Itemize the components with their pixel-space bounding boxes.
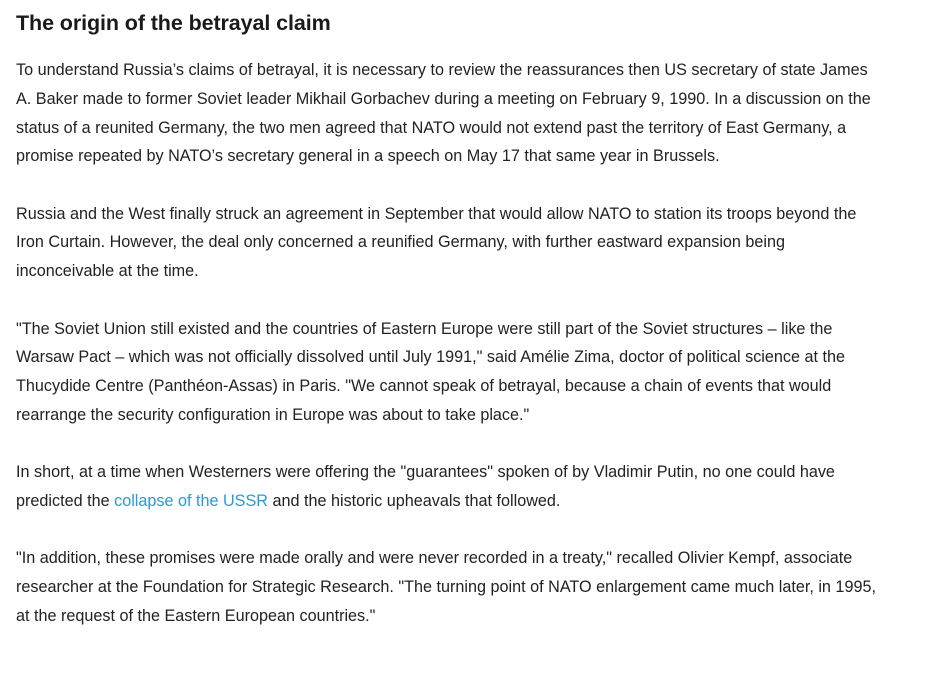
paragraph-september-agreement: Russia and the West finally struck an agreement in September that would allow NATO to station its troops beyond the Iron Curtain. However, the deal only concerned a reunified Germany, with further eastward expansion being inconceivable at the time. (16, 204, 857, 281)
article-section (16, 8, 876, 631)
paragraph-amelie-zima-quote: "The Soviet Union still existed and the countries of Eastern Europe were still part of the Soviet structures – like the Warsaw Pact – which was not officially dissolved until July 1991," said Amélie Zima, doctor of political science at the Thucydide Centre (Panthéon-Assas) in Paris. "We cannot speak of betrayal, because a chain of events that would rearrange the security configuration in Europe was about to take place." (16, 319, 845, 424)
collapse-of-ussr-link[interactable]: collapse of the USSR (114, 492, 268, 511)
section-heading: The origin of the betrayal claim (16, 11, 331, 35)
paragraph-guarantees-text-before: In short, at a time when Westerners were offering the "guarantees" spoken of by Vladimir Putin, no one could have predicted the (16, 463, 835, 511)
paragraph-guarantees (16, 458, 876, 516)
paragraph-guarantees-text-after: and the historic upheavals that followed. (267, 492, 561, 511)
paragraph-baker-gorbachev: To understand Russia’s claims of betrayal, it is necessary to review the reassurances then US secretary of state James A. Baker made to former Soviet leader Mikhail Gorbachev during a meeting on February 9, 1990. In a discussion on the status of a reunited Germany, the two men agreed that NATO would not extend past the territory of East Germany, a promise repeated by NATO’s secretary general in a speech on May 17 that same year in Brussels. (16, 61, 871, 166)
paragraph-olivier-kempf-quote: "In addition, these promises were made orally and were never recorded in a treaty," recalled Olivier Kempf, associate researcher at the Foundation for Strategic Research. "The turning point of NATO enlargement came much later, in 1995, at the request of the Eastern European countries." (16, 549, 876, 625)
